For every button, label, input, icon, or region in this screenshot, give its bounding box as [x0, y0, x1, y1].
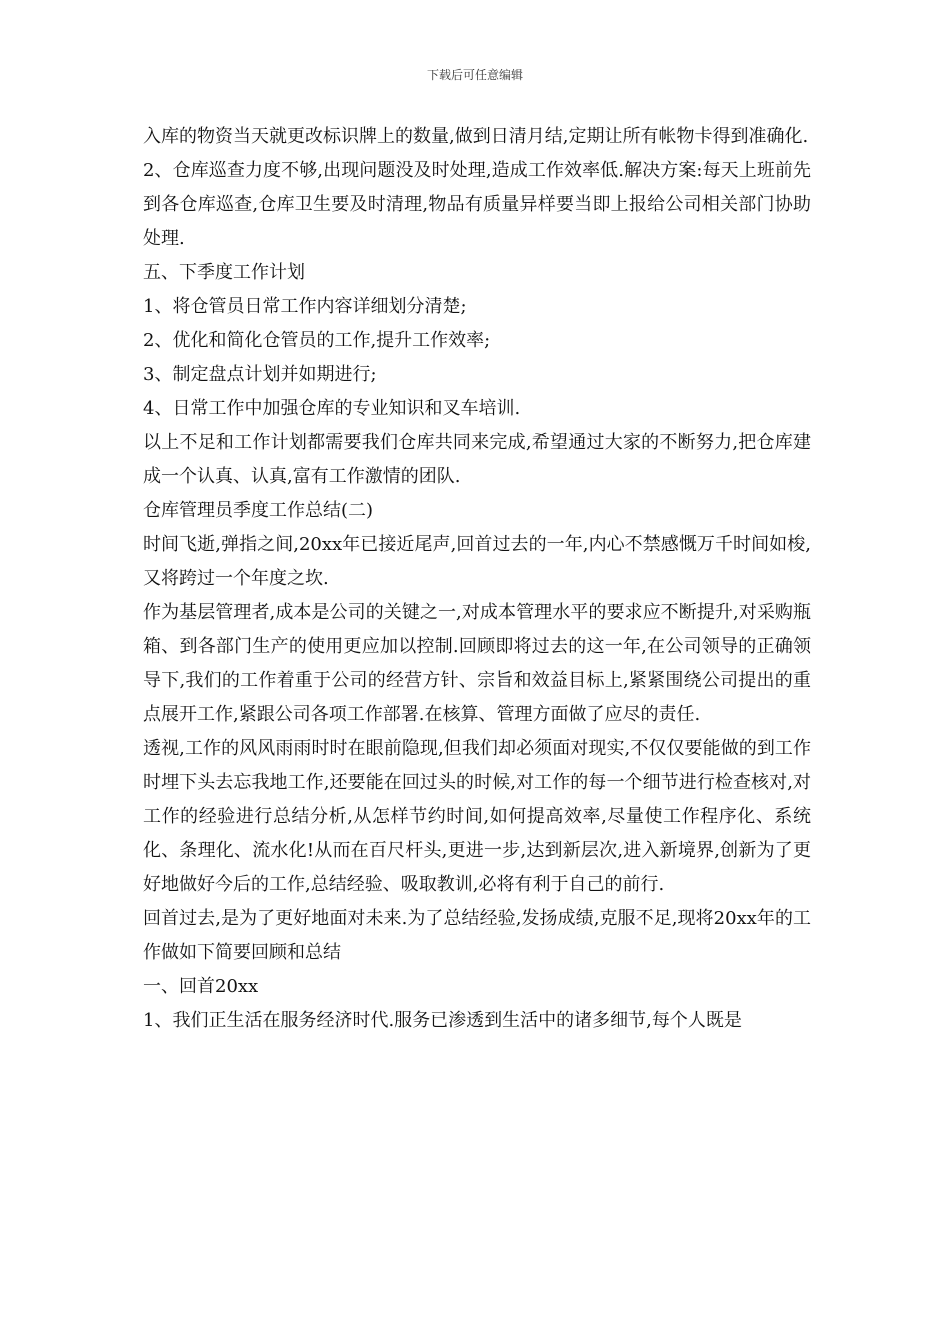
section-heading: 五、下季度工作计划	[143, 262, 305, 283]
paragraph: 2、仓库巡查力度不够,出现问题没及时处理,造成工作效率低.解决方案:每天上班前先到各仓库巡查,仓库卫生要及时清理,物品有质量异样要当即上报给公司相关部门协助处理.	[143, 160, 811, 249]
paragraph: 以上不足和工作计划都需要我们仓库共同来完成,希望通过大家的不断努力,把仓库建成一个认真、认真,富有工作激情的团队.	[143, 432, 811, 487]
paragraph: 入库的物资当天就更改标识牌上的数量,做到日清月结,定期让所有帐物卡得到准确化.	[143, 126, 809, 147]
page-header: 下载后可任意编辑	[426, 68, 523, 82]
paragraph: 透视,工作的风风雨雨时时在眼前隐现,但我们却必须面对现实,不仅仅要能做的到工作时埋下头去忘我地工作,还要能在回过头的时候,对工作的每一个细节进行检查核对,对工作的经验进行总结分析,从怎样节约时间,如何提高效率,尽量使工作程序化、系统化、条理化、流水化!从而在百尺杆头,更进一步,达到新层次,进入新境界,创新为了更好地做好今后的工作,总结经验、吸取教训,必将有利于自己的前行.	[143, 738, 811, 895]
paragraph: 1、我们正生活在服务经济时代.服务已渗透到生活中的诸多细节,每个人既是	[143, 1010, 742, 1031]
section-heading: 一、回首20xx	[143, 976, 259, 997]
document-subtitle: 仓库管理员季度工作总结(二)	[143, 500, 374, 521]
list-item: 2、优化和简化仓管员的工作,提升工作效率;	[143, 330, 491, 351]
document-body	[143, 120, 811, 1038]
paragraph: 时间飞逝,弹指之间,20xx年已接近尾声,回首过去的一年,内心不禁感慨万千时间如梭,又将跨过一个年度之坎.	[143, 534, 811, 589]
list-item: 4、日常工作中加强仓库的专业知识和叉车培训.	[143, 398, 521, 419]
list-item: 1、将仓管员日常工作内容详细划分清楚;	[143, 296, 467, 317]
paragraph: 回首过去,是为了更好地面对未来.为了总结经验,发扬成绩,克服不足,现将20xx年的工作做如下简要回顾和总结	[143, 908, 811, 963]
paragraph: 作为基层管理者,成本是公司的关键之一,对成本管理水平的要求应不断提升,对采购瓶箱、到各部门生产的使用更应加以控制.回顾即将过去的这一年,在公司领导的正确领导下,我们的工作着重于公司的经营方针、宗旨和效益目标上,紧紧围绕公司提出的重点展开工作,紧跟公司各项工作部署.在核算、管理方面做了应尽的责任.	[143, 602, 811, 725]
list-item: 3、制定盘点计划并如期进行;	[143, 364, 377, 385]
